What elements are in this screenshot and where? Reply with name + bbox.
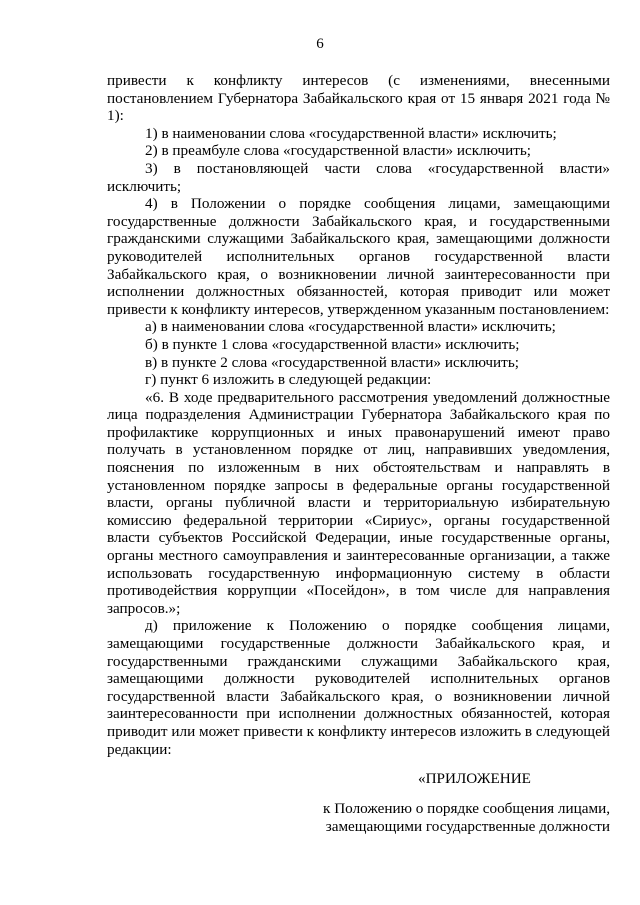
paragraph-subitem-d: д) приложение к Положению о порядке сообщения лицами, замещающими государственные должности Забайкальского края, и государственными гражданскими служащими Забайкальского края, замещающими должности руководителей исполнительных органов государственной власти Забайкальского края, о возникновении личной заинтересованности при исполнении должностных обязанностей, которая приводит или может привести к конфликту интересов изложить в следующей редакции: [107,617,610,758]
appendix-subtitle-line-2: замещающими государственные должности [325,817,610,835]
paragraph-item-3: 3) в постановляющей части слова «государственной власти» исключить; [107,159,610,195]
paragraph-item-1: 1) в наименовании слова «государственной власти» исключить; [145,124,557,142]
paragraph-clause-6: «6. В ходе предварительного рассмотрения уведомлений должностные лица подразделения Администрации Губернатора Забайкальского края по профилактике коррупционных и иных правонарушений имеют право получать в установленном порядке от лиц, направивших уведомления, пояснения по изложенным в них обстоятельствам и направлять в установленном порядке запросы в федеральные органы государственной власти, органы публичной власти и территориальную избирательную комиссию федеральной территории «Сириус», органы государственной власти субъектов Российской Федерации, иные государственные органы, органы местного самоуправления и заинтересованные организации, а также использовать государственную информационную систему в области противодействия коррупции «Посейдон», в том числе для направления запросов.»; [107,388,610,617]
paragraph-subitem-v: в) в пункте 2 слова «государственной власти» исключить; [145,353,519,371]
document-body [107,72,610,758]
paragraph-intro-continuation: привести к конфликту интересов (с изменениями, внесенными постановлением Губернатора Забайкальского края от 15 января 2021 года № 1): [107,72,610,125]
page-number: 6 [316,36,324,52]
appendix-title: «ПРИЛОЖЕНИЕ [418,770,531,787]
paragraph-subitem-a: а) в наименовании слова «государственной власти» исключить; [145,318,556,336]
paragraph-item-4: 4) в Положении о порядке сообщения лицами, замещающими государственные должности Забайкальского края, и государственными гражданскими служащими Забайкальского края, замещающими должности руководителей исполнительных органов государственной власти Забайкальского края, о возникновении личной заинтересованности при исполнении должностных обязанностей, которая приводит или может привести к конфликту интересов, утвержденном указанным постановлением: [107,195,610,318]
paragraph-subitem-b: б) в пункте 1 слова «государственной власти» исключить; [145,335,520,353]
paragraph-subitem-g: г) пункт 6 изложить в следующей редакции: [145,371,432,389]
appendix-subtitle-line-1: к Положению о порядке сообщения лицами, [323,800,610,817]
appendix-subtitle [300,800,610,835]
paragraph-item-2: 2) в преамбуле слова «государственной власти» исключить; [145,142,531,160]
